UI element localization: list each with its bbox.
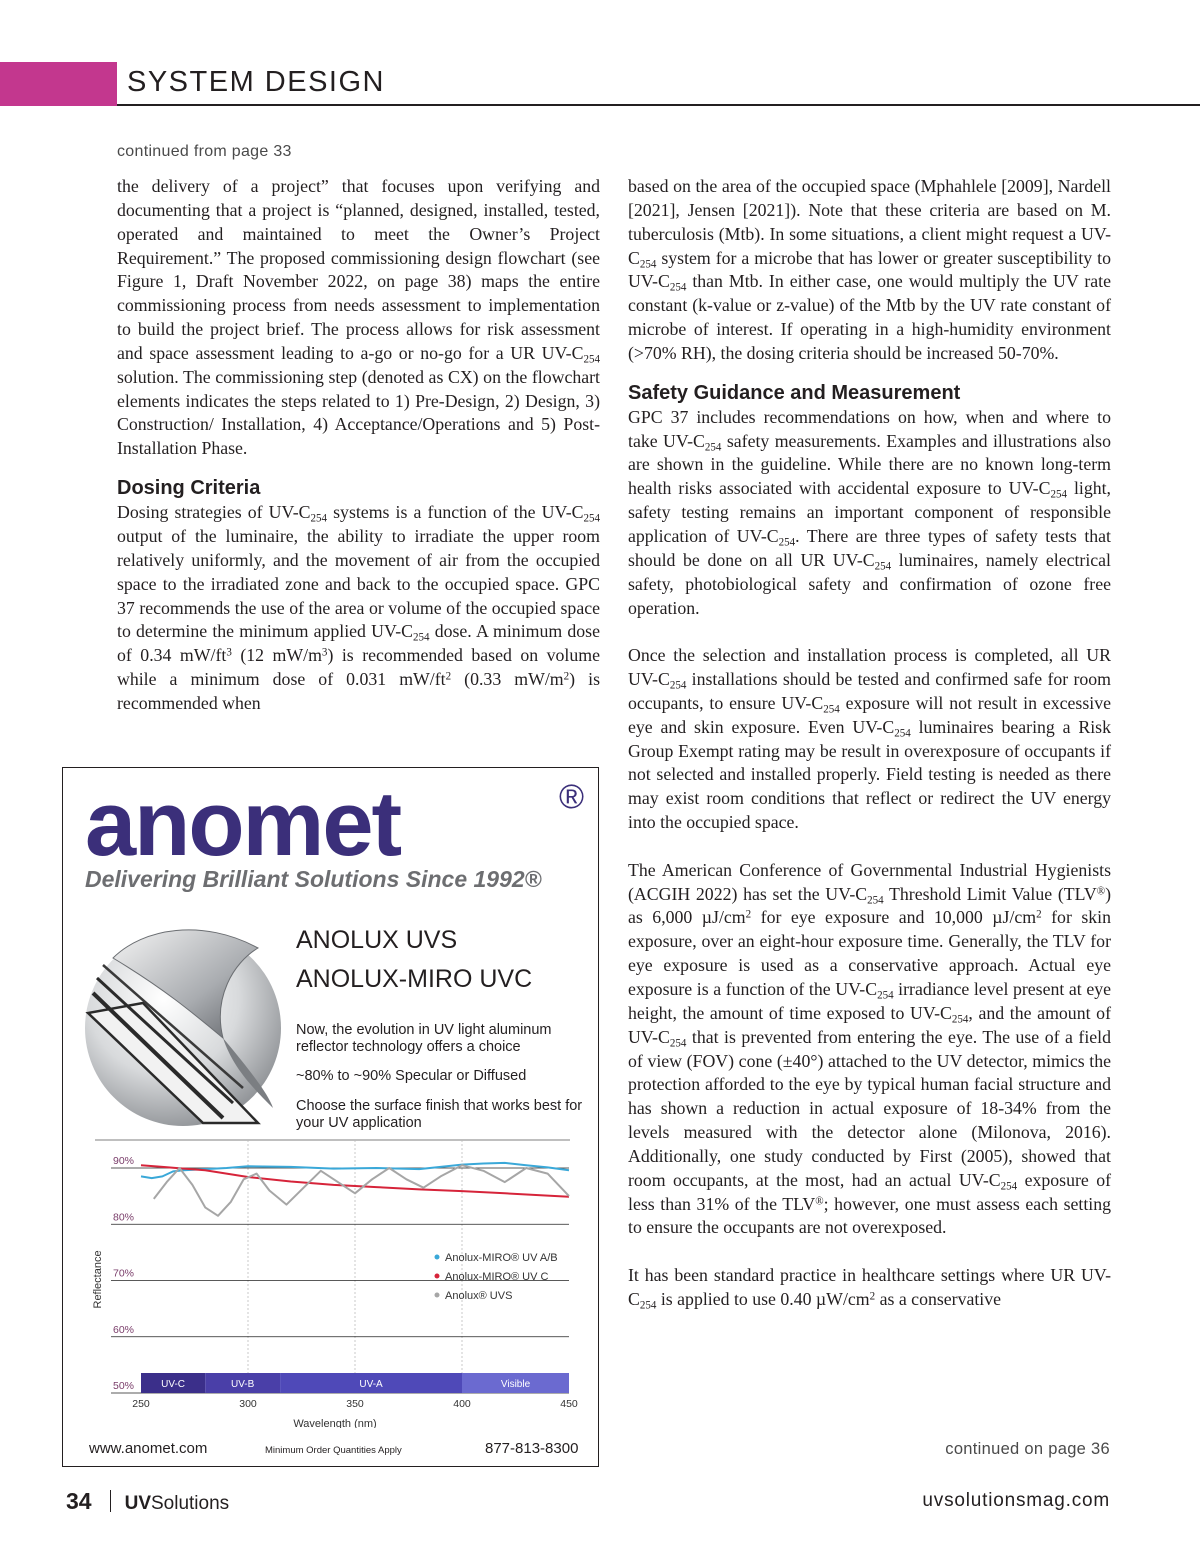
paragraph: The American Conference of Governmental Industrial Hygienists (ACGIH 2022) has set the $UV-C_{254}$ Threshold Limit Value (TLV®) as 6,000 $\mu J/cm^2$ for eye exposure and 10,000 $\mu J/cm^2$ for skin exposure, over an eight-hour exposure time. Generally, the TLV for eye exposure is used as a conservative approach. Actual eye exposure is a function of the $UV-C_{254}$ irradiance level present at eye height, the amount of time exposed to $UV-C_{254}$, and the amount of $UV-C_{254}$ that is prevented from entering the eye. The use of a field of view (FOV) cone (±40°) attached to the UV detector, mimics the protection afforded to the eye by typical human facial structure and has shown a reduction in actual exposure of 18-34% from the levels measured with the detector alone (Milonova, 2016). Additionally, one study conducted by First (2005), showed that room occupants, at the most, had an actual $UV-C_{254}$ exposure of less than 31% of the TLV®; however, one must assess each setting to ensure the occupants are not overexposed. [628, 859, 1112, 1238]
y-tick-label: 60% [113, 1323, 135, 1336]
page-footer-left [66, 1488, 229, 1515]
band-label: UV-C [161, 1379, 186, 1390]
page-number: 34 [66, 1488, 92, 1514]
band-label: Visible [500, 1379, 531, 1390]
y-tick-label: 50% [113, 1380, 135, 1392]
paragraph: GPC 37 includes recommendations on how, when and where to take $UV-C_{254}$ safety measurements. Examples and illustrations also are shown in the guideline. While there are no known long-term health risks associated with accidental exposure to $UV-C_{254}$ light, safety testing remains an important component of responsible application of $UV-C_{254}$. There are three types of safety tests that should be done on all UR $UV-C_{254}$ luminaires, namely electrical safety, photobiological safety and confirmation of ozone free operation. [628, 406, 1112, 618]
legend-label: Anolux-MIRO® UV A/B [445, 1252, 558, 1264]
band-label: UV-B [230, 1379, 255, 1390]
x-tick-label: 350 [346, 1398, 364, 1410]
y-tick-label: 70% [113, 1267, 135, 1280]
reflector-sheet-image [83, 918, 283, 1128]
paragraph: the delivery of a project” that focuses upon verifying and documenting that a project is “planned, designed, installed, tested, operated and maintained to meet the Owner’s Project Requirement.” The proposed commissioning design flowchart (see Figure 1, Draft November 2022, on page 38) maps the entire commissioning process from needs assessment to implementation to build the project brief. The process allows for risk assessment and space assessment leading to a-go or no-go for a UR $UV-C_{254}$ solution. The commissioning step (denoted as CX) on the flowchart elements indicates the steps related to 1) Pre-Design, 2) Design, 3) Construction/ Installation, 4) Acceptance/Operations and 5) Post-Installation Phase. [117, 176, 600, 459]
continued-from-label: continued from page 33 [117, 143, 292, 160]
brand-uv: UV [124, 1493, 151, 1514]
legend-marker [435, 1274, 440, 1279]
anomet-advertisement[interactable] [62, 767, 599, 1467]
legend-label: Anolux® UVS [445, 1290, 513, 1302]
y-tick-label: 90% [113, 1155, 135, 1167]
footer-divider [110, 1490, 111, 1512]
section-accent-bar [0, 62, 117, 106]
ad-body-text: Choose the surface finish that works best for your UV application [296, 1098, 583, 1131]
band-label: UV-A [359, 1379, 383, 1390]
paragraph: Dosing strategies of $UV-C_{254}$ systems is a function of the $UV-C_{254}$ output of the luminaire, the ability to irradiate the upper room relatively uniformly, and the movement of air from the occupied space to the irradiated zone and back to the occupied space. GPC 37 recommends the use of the area or volume of the occupied space to determine the minimum applied $UV-C_{254}$ dose. A minimum dose of 0.34 $mW/ft^3$ (12 $mW/m^3$) is recommended based on volume while a minimum dose of 0.031 $mW/ft^2$ (0.33 $mW/m^2$) is recommended when [117, 502, 601, 713]
registered-mark: ® [559, 778, 585, 816]
product-name-anolux-miro-uvc: ANOLUX-MIRO UVC [296, 965, 533, 993]
ad-phone-number[interactable]: 877-813-8300 [485, 1440, 579, 1457]
continued-on-label: continued on page 36 [945, 1440, 1110, 1458]
brand-solutions: Solutions [151, 1493, 230, 1514]
left-column [117, 175, 600, 716]
legend-label: Anolux-MIRO® UV C [445, 1271, 549, 1283]
x-axis-label: Wavelength (nm) [293, 1418, 377, 1428]
header-rule [117, 104, 1200, 106]
ad-body-text: Now, the evolution in UV light aluminum reflector technology offers a choice [296, 1022, 552, 1055]
product-name-anolux-uvs: ANOLUX UVS [296, 926, 458, 954]
ad-tagline: Delivering Brilliant Solutions Since 1992® [85, 866, 542, 892]
x-tick-label: 250 [132, 1398, 150, 1410]
y-tick-label: 80% [113, 1211, 135, 1224]
x-tick-label: 400 [453, 1398, 471, 1410]
heading-safety-guidance: Safety Guidance and Measurement [628, 381, 961, 404]
heading-dosing-criteria: Dosing Criteria [117, 477, 261, 500]
x-tick-label: 300 [239, 1398, 257, 1410]
anomet-logo: anomet [85, 773, 401, 875]
reflectance-chart [85, 1138, 580, 1428]
y-axis-label: Reflectance [92, 1250, 104, 1309]
legend-marker [435, 1293, 440, 1298]
ad-reflectance-range: ~80% to ~90% Specular or Diffused [296, 1068, 527, 1084]
ad-website-link[interactable]: www.anomet.com [89, 1440, 208, 1457]
paragraph: based on the area of the occupied space (Mphahlele [2009], Nardell [2021], Jensen [2021]). Note that these criteria are based on M. tuberculosis (Mtb). In some situations, a client might request a $UV-C_{254}$ system for a microbe that has lower or greater susceptibility to $UV-C_{254}$ than Mtb. In either case, one would multiply the UV rate constant (k-value or z-value) of the Mtb by the UV rate constant of microbe of interest. If operating in a high-humidity environment (>70% RH), the dosing criteria should be increased 50-70%. [628, 176, 1111, 363]
right-column [628, 175, 1111, 1312]
section-title: SYSTEM DESIGN [127, 66, 385, 98]
magazine-website[interactable]: uvsolutionsmag.com [922, 1490, 1110, 1511]
legend-marker [435, 1255, 440, 1260]
paragraph: Once the selection and installation process is completed, all UR $UV-C_{254}$ installations should be tested and confirmed safe for room occupants, to ensure $UV-C_{254}$ exposure will not result in excessive eye and skin exposure. Even $UV-C_{254}$ luminaires bearing a Risk Group Exempt rating may be result in overexposure of occupants if not selected and installed properly. Field testing is needed as there may exist room conditions that reflect or redirect the UV energy into the occupied space. [628, 645, 1111, 833]
ad-min-order-note: Minimum Order Quantities Apply [265, 1445, 402, 1456]
x-tick-label: 450 [560, 1398, 578, 1410]
paragraph: It has been standard practice in healthcare settings where UR $UV-C_{254}$ is applied to use 0.40 $\mu W/cm^2$ as a conservative [628, 1265, 1111, 1312]
